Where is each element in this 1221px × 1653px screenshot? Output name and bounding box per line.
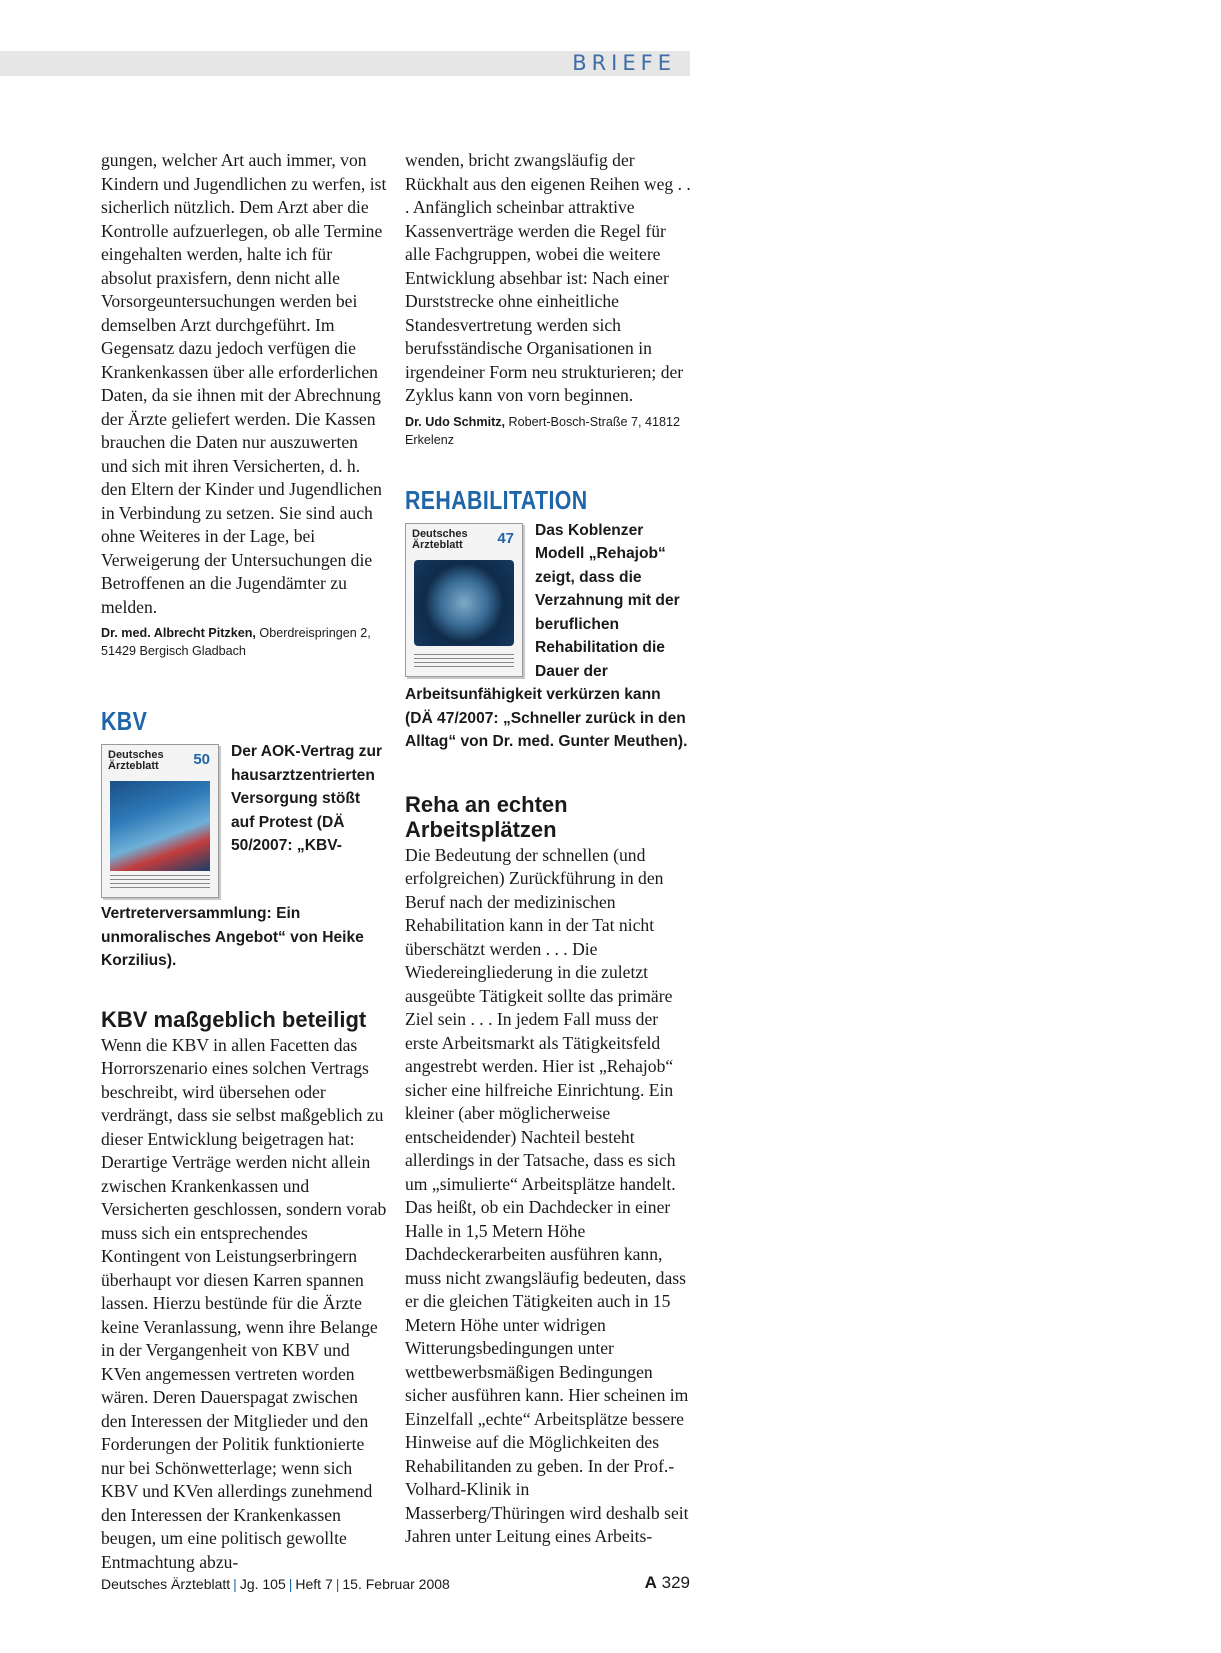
topic-intro-rehabilitation bbox=[405, 519, 691, 754]
letter-body: Die Bedeutung der schnellen (und erfolgreichen) Zurückführung in den Beruf nach der medizinischen Rehabilitation kann in der Tat nicht überschätzt werden . . . Die Wiedereingliederung in die zuletzt ausgeübte Tätigkeit sollte das primäre Ziel sein . . . In jedem Fall muss der erste Arbeitsmarkt als Tätigkeitsfeld angestrebt werden. Hier ist „Rehajob“ sicher eine hilfreiche Einrichtung. Ein kleiner (aber möglicherweise entscheidender) Nachteil besteht allerdings in der Tatsache, dass es sich um „simulierte“ Arbeitsplätze handelt. Das heißt, ob ein Dachdecker in einer Halle in 1,5 Metern Höhe Dachdeckerarbeiten ausführen kann, muss nicht zwangsläufig bedeuten, dass er die gleichen Tätigkeiten auch in 15 Metern Höhe unter widrigen Witterungsbedingungen unter wettbewerbsmäßigen Bedingungen sicher ausführen kann. Hier scheinen im Einzelfall „echte“ Arbeitsplätze bessere Hinweise auf die Möglichkeiten des Rehabilitanden zu geben. In der Prof.-Volhard-Klinik in Masserberg/Thüringen wird deshalb seit Jahren unter Leitung eines Arbeits- bbox=[405, 844, 689, 1546]
left-column bbox=[101, 149, 387, 1574]
cover-photo bbox=[110, 781, 210, 871]
footer-separator: | bbox=[335, 1576, 340, 1592]
signature-address: Oberdreispringen 2, 51429 Bergisch Gladbach bbox=[101, 626, 371, 658]
signature-address: Robert-Bosch-Straße 7, 41812 Erkelenz bbox=[405, 414, 681, 447]
magazine-cover-thumbnail bbox=[101, 744, 219, 898]
cover-photo bbox=[414, 560, 514, 646]
signature-name: Dr. med. Albrecht Pitzken, bbox=[101, 626, 256, 640]
topic-heading-kbv: KBV bbox=[101, 706, 148, 736]
footer-volume: Jg. 105 bbox=[239, 1576, 286, 1592]
letter-signature bbox=[405, 413, 691, 449]
cover-issue-number: 47 bbox=[497, 529, 514, 547]
letter-headline: KBV maßgeblich beteiligt bbox=[101, 1006, 367, 1032]
footer-journal: Deutsches Ärzteblatt bbox=[101, 1576, 231, 1592]
topic-heading-rehabilitation: REHABILITATION bbox=[405, 484, 588, 515]
header-bar bbox=[0, 51, 690, 76]
page-num: 329 bbox=[661, 1573, 690, 1592]
letter-body: Wenn die KBV in allen Facetten das Horrorszenario eines solchen Vertrags beschreibt, wird übersehen oder verdrängt, dass sie selbst maßgeblich zu dieser Entwicklung beigetragen hat: Derartige Verträge werden nicht allein zwischen Krankenkassen und Versicherten geschlossen, sondern vorab muss sich ein entsprechendes Kontingent von Leistungserbringern überhaupt vor diesen Karren spannen lassen. Hierzu bestünde für die Ärzte keine Veranlassung, wenn ihre Belange in der Vergangenheit von KBV und KVen angemessen vertreten worden wären. Deren Dauerspagat zwischen den Interessen der Mitglieder und den Forderungen der Politik funktionierte nur bei Schönwetterlage; wenn sich KBV und KVen allerdings zunehmend den Interessen der Krankenkassen beugen, um eine politisch gewollte Entmachtung abzu- bbox=[101, 1034, 387, 1572]
footer-date: 15. Februar 2008 bbox=[342, 1576, 450, 1592]
footer-separator: | bbox=[288, 1576, 293, 1592]
letter-headline: Reha an echten Arbeitsplätzen bbox=[405, 791, 568, 842]
letter-signature bbox=[101, 624, 387, 660]
magazine-cover-thumbnail bbox=[405, 523, 523, 677]
topic-intro-text: Das Koblenzer Modell „Rehajob“ zeigt, dass die Verzahnung mit der beruflichen Rehabilitation die Dauer der Arbeitsunfähigkeit verkürzen kann (DÄ 47/2007: „Schneller zurück in den Alltag“ von Dr. med. Gunter Meuthen). bbox=[405, 521, 688, 750]
topic-intro-kbv bbox=[101, 740, 387, 973]
letter-body-continued: gungen, welcher Art auch immer, von Kindern und Jugendlichen zu werfen, ist sicherlich nützlich. Dem Arzt aber die Kontrolle aufzuerlegen, ob alle Termine eingehalten werden, halte ich für absolut praxisfern, denn nicht alle Vorsorgeuntersuchungen werden bei demselben Arzt durchgeführt. Im Gegensatz dazu jedoch verfügen die Krankenkassen über alle erforderlichen Daten, da sie ihnen mit der Abrechnung der Ärzte geliefert werden. Die Kassen brauchen die Daten nur auszuwerten und sich mit ihren Versicherten, d. h. den Eltern der Kinder und Jugendlichen in Verbindung zu setzen. Sie sind auch ohne Weiteres in der Lage, bei Verweigerung der Untersuchungen die Betroffenen an die Jugendämter zu melden. bbox=[101, 150, 387, 617]
right-column bbox=[405, 149, 691, 1549]
page-number bbox=[645, 1573, 690, 1593]
cover-text-lines bbox=[110, 875, 210, 889]
cover-issue-number: 50 bbox=[193, 751, 210, 768]
cover-brand: Deutsches Ärzteblatt bbox=[412, 527, 468, 551]
letter-body-continued: wenden, bricht zwangsläufig der Rückhalt aus den eigenen Reihen weg . . . Anfänglich scheinbar attraktive Kassenverträge werden die Regel für alle Fachgruppen, wobei die weitere Entwicklung absehbar ist: Nach einer Durststrecke ohne einheitliche Standesvertretung werden sich berufsständische Organisationen in irgendeiner Form neu strukturieren; der Zyklus kann von vorn beginnen. bbox=[405, 150, 691, 405]
footer-issue: Heft 7 bbox=[295, 1576, 333, 1592]
page-footer bbox=[101, 1573, 690, 1592]
cover-text-lines bbox=[414, 654, 514, 668]
topic-intro-text: Der AOK-Vertrag zur hausarztzentrierten Versorgung stößt auf Protest (DÄ 50/2007: „KBV-Vertreterversammlung: Ein unmoralisches Angebot“ von Heike Korzilius). bbox=[101, 743, 383, 969]
page-prefix: A bbox=[644, 1573, 657, 1592]
footer-separator: | bbox=[233, 1576, 237, 1592]
signature-name: Dr. Udo Schmitz, bbox=[405, 414, 506, 429]
section-label: BRIEFE bbox=[572, 51, 676, 75]
cover-brand: Deutsches Ärzteblatt bbox=[108, 749, 164, 772]
